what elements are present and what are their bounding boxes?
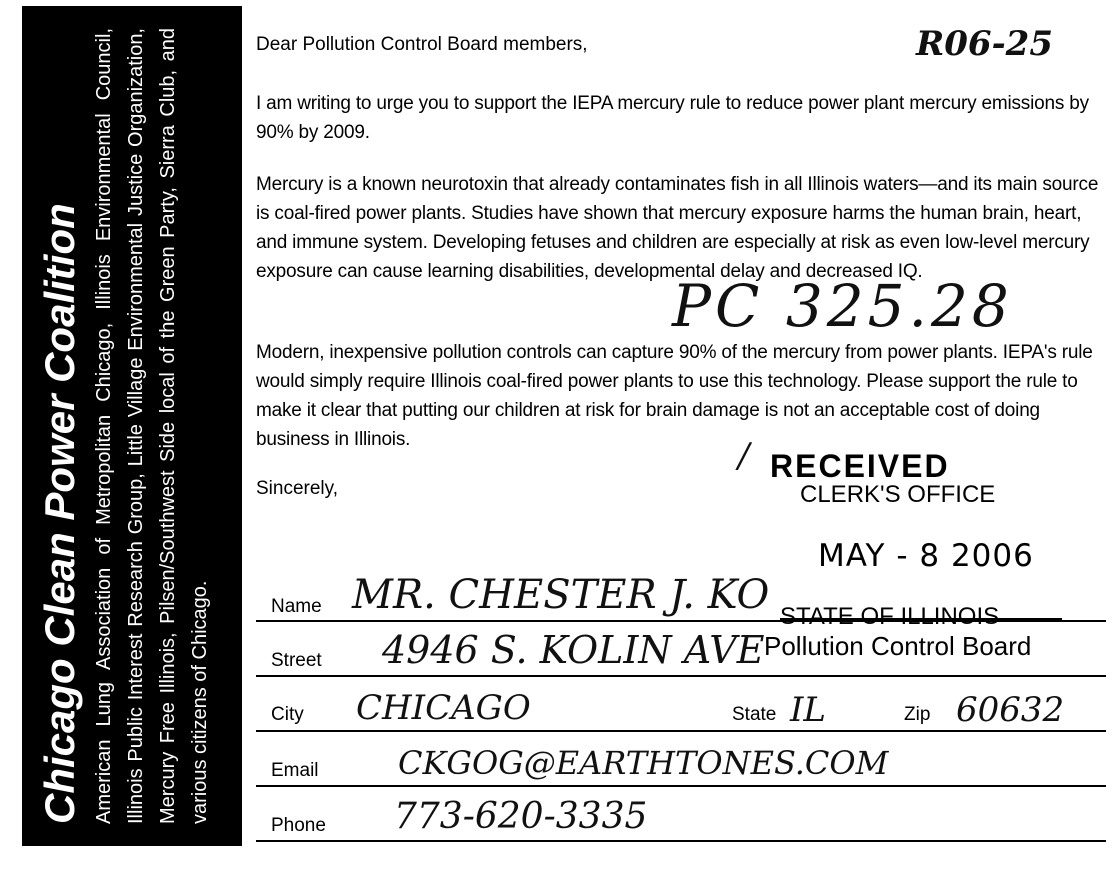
stamp-state: STATE OF ILLINOIS [780, 603, 1000, 630]
coalition-sidebar [22, 6, 242, 846]
email-label: Email [271, 760, 319, 781]
docket-number: R06-25 [916, 24, 1053, 64]
coalition-members: American Lung Association of Metropolitan Chicago, Illinois Environmental Council, Illinois Public Interest Research Group, Little Village Environmental Justice Organization, Mercury Free Illinois, Pilsen/Southwest Side local of the Green Party, Sierra Club, and various citizens of Chicago. [93, 28, 211, 824]
phone-value: 773-620-3335 [394, 796, 648, 837]
stamp-received: RECEIVED [770, 448, 950, 484]
city-line [256, 730, 1106, 732]
name-value: MR. CHESTER J. KO [352, 572, 770, 618]
letter-salutation: Dear Pollution Control Board members, [256, 34, 588, 55]
zip-value: 60632 [956, 690, 1065, 730]
stamp-date: MAY - 8 2006 [818, 538, 1034, 574]
letter-paragraph-1: I am writing to urge you to support the IEPA mercury rule to reduce power plant mercury emissions by 90% by 2009. [256, 93, 1089, 143]
zip-label: Zip [904, 704, 931, 725]
state-value: IL [790, 690, 827, 730]
email-value: CKGOG@EARTHTONES.COM [398, 744, 889, 782]
sidebar-rotated-content [22, 6, 242, 846]
stamp-scribble: / [738, 436, 750, 476]
stamp-board: Pollution Control Board [764, 631, 1032, 661]
name-label: Name [271, 596, 322, 617]
street-line [256, 675, 1106, 677]
phone-line [256, 840, 1106, 842]
email-line [256, 785, 1106, 787]
phone-label: Phone [271, 815, 326, 836]
public-comment-number: PC 325.28 [672, 272, 1013, 340]
letter-closing: Sincerely, [256, 478, 339, 499]
city-value: CHICAGO [356, 688, 531, 728]
name-line [256, 620, 1106, 622]
letter-paragraph-3: Modern, inexpensive pollution controls can capture 90% of the mercury from power plants. IEPA's rule would simply require Illinois coal-fired power plants to use this technology. Please support the rule to make it clear that putting our children at risk for brain damage is not an acceptable cost of doing business in Illinois. [256, 342, 1093, 450]
street-value: 4946 S. KOLIN AVE [382, 628, 765, 672]
stamp-clerks-office: CLERK'S OFFICE [800, 481, 996, 508]
letter-paragraph-2: Mercury is a known neurotoxin that already contaminates fish in all Illinois waters—and its main source is coal-fired power plants. Studies have shown that mercury exposure harms the human brain, heart, and immune system. Developing fetuses and children are especially at risk as even low-level mercury exposure can cause learning disabilities, developmental delay and decreased IQ. [256, 174, 1099, 282]
street-label: Street [271, 650, 322, 671]
state-label: State [732, 704, 777, 725]
coalition-name: Chicago Clean Power Coalition [36, 203, 83, 824]
city-label: City [271, 704, 304, 725]
